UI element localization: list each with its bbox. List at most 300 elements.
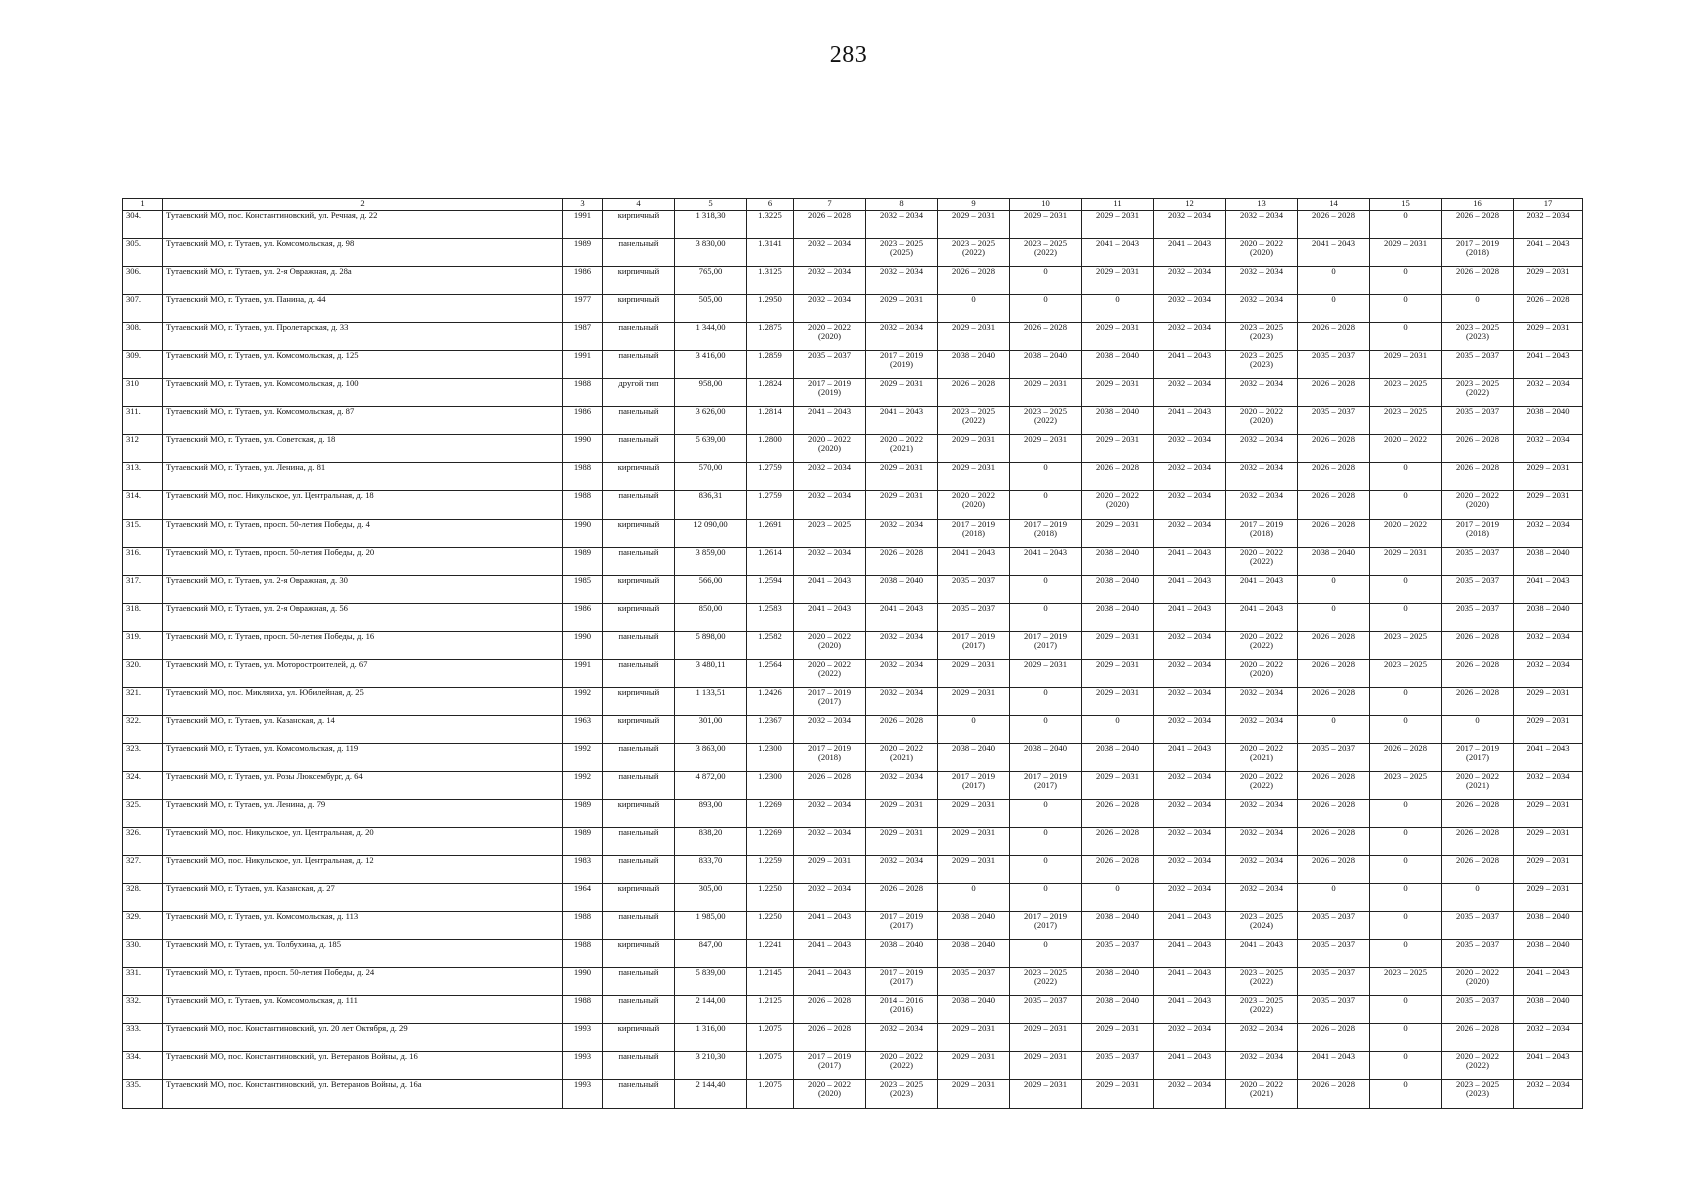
cell-period-15: 0 xyxy=(1370,856,1442,884)
cell-period-7: 2017 – 2019 (2019) xyxy=(794,379,866,407)
cell-address: Тутаевский МО, г. Тутаев, ул. Толбухина, д. 185 xyxy=(163,940,563,968)
cell-period-17: 2032 – 2034 xyxy=(1514,631,1583,659)
cell-period-13: 2017 – 2019 (2018) xyxy=(1226,519,1298,547)
cell-area: 836,31 xyxy=(675,491,747,519)
cell-wall-material: панельный xyxy=(603,771,675,799)
cell-period-16: 2017 – 2019 (2018) xyxy=(1442,519,1514,547)
cell-row-number: 325. xyxy=(123,799,163,827)
cell-wall-material: кирпичный xyxy=(603,687,675,715)
cell-row-number: 311. xyxy=(123,407,163,435)
cell-period-11: 2038 – 2040 xyxy=(1082,912,1154,940)
cell-period-8: 2038 – 2040 xyxy=(866,940,938,968)
cell-period-8: 2029 – 2031 xyxy=(866,491,938,519)
cell-period-16: 2023 – 2025 (2022) xyxy=(1442,379,1514,407)
cell-period-17: 2041 – 2043 xyxy=(1514,968,1583,996)
cell-period-16: 2026 – 2028 xyxy=(1442,687,1514,715)
cell-period-17: 2032 – 2034 xyxy=(1514,771,1583,799)
cell-period-9: 2017 – 2019 (2017) xyxy=(938,771,1010,799)
cell-coefficient: 1.2075 xyxy=(747,1052,794,1080)
cell-row-number: 306. xyxy=(123,267,163,295)
cell-period-12: 2032 – 2034 xyxy=(1154,884,1226,912)
cell-period-8: 2023 – 2025 (2025) xyxy=(866,239,938,267)
cell-wall-material: панельный xyxy=(603,547,675,575)
cell-period-7: 2032 – 2034 xyxy=(794,547,866,575)
cell-period-13: 2020 – 2022 (2022) xyxy=(1226,771,1298,799)
cell-period-12: 2032 – 2034 xyxy=(1154,463,1226,491)
cell-year-built: 1988 xyxy=(563,491,603,519)
cell-period-17: 2032 – 2034 xyxy=(1514,379,1583,407)
cell-period-14: 2026 – 2028 xyxy=(1298,659,1370,687)
cell-period-17: 2041 – 2043 xyxy=(1514,575,1583,603)
cell-period-9: 2029 – 2031 xyxy=(938,463,1010,491)
table-row xyxy=(123,659,1583,687)
cell-address: Тутаевский МО, пос. Микляиха, ул. Юбилейная, д. 25 xyxy=(163,687,563,715)
cell-wall-material: панельный xyxy=(603,407,675,435)
cell-period-13: 2032 – 2034 xyxy=(1226,211,1298,239)
cell-row-number: 308. xyxy=(123,323,163,351)
cell-period-17: 2038 – 2040 xyxy=(1514,940,1583,968)
cell-row-number: 319. xyxy=(123,631,163,659)
cell-period-7: 2020 – 2022 (2020) xyxy=(794,435,866,463)
cell-period-9: 2038 – 2040 xyxy=(938,351,1010,379)
cell-period-15: 0 xyxy=(1370,463,1442,491)
table-row xyxy=(123,211,1583,239)
cell-period-16: 2035 – 2037 xyxy=(1442,603,1514,631)
cell-period-16: 2023 – 2025 (2023) xyxy=(1442,323,1514,351)
cell-period-13: 2023 – 2025 (2022) xyxy=(1226,996,1298,1024)
cell-period-15: 0 xyxy=(1370,1052,1442,1080)
cell-period-14: 2041 – 2043 xyxy=(1298,1052,1370,1080)
cell-period-8: 2041 – 2043 xyxy=(866,603,938,631)
cell-period-7: 2020 – 2022 (2020) xyxy=(794,323,866,351)
cell-period-9: 2029 – 2031 xyxy=(938,211,1010,239)
cell-area: 5 898,00 xyxy=(675,631,747,659)
cell-period-9: 2026 – 2028 xyxy=(938,379,1010,407)
cell-period-11: 2038 – 2040 xyxy=(1082,351,1154,379)
table-row xyxy=(123,996,1583,1024)
cell-period-10: 0 xyxy=(1010,884,1082,912)
cell-coefficient: 1.2582 xyxy=(747,631,794,659)
cell-coefficient: 1.2859 xyxy=(747,351,794,379)
cell-period-11: 2026 – 2028 xyxy=(1082,799,1154,827)
cell-coefficient: 1.3141 xyxy=(747,239,794,267)
cell-year-built: 1988 xyxy=(563,996,603,1024)
cell-period-13: 2020 – 2022 (2022) xyxy=(1226,631,1298,659)
cell-address: Тутаевский МО, пос. Никульское, ул. Центральная, д. 12 xyxy=(163,856,563,884)
cell-coefficient: 1.2875 xyxy=(747,323,794,351)
cell-period-13: 2032 – 2034 xyxy=(1226,1052,1298,1080)
cell-period-13: 2041 – 2043 xyxy=(1226,575,1298,603)
cell-period-13: 2032 – 2034 xyxy=(1226,295,1298,323)
cell-period-11: 2029 – 2031 xyxy=(1082,631,1154,659)
cell-period-14: 0 xyxy=(1298,575,1370,603)
cell-period-12: 2032 – 2034 xyxy=(1154,687,1226,715)
cell-year-built: 1987 xyxy=(563,323,603,351)
cell-coefficient: 1.3225 xyxy=(747,211,794,239)
cell-wall-material: панельный xyxy=(603,828,675,856)
cell-address: Тутаевский МО, пос. Константиновский, ул. Речная, д. 22 xyxy=(163,211,563,239)
cell-period-15: 2023 – 2025 xyxy=(1370,379,1442,407)
cell-coefficient: 1.2800 xyxy=(747,435,794,463)
cell-period-7: 2032 – 2034 xyxy=(794,884,866,912)
cell-period-14: 2026 – 2028 xyxy=(1298,828,1370,856)
cell-wall-material: кирпичный xyxy=(603,884,675,912)
cell-address: Тутаевский МО, г. Тутаев, ул. Комсомольская, д. 100 xyxy=(163,379,563,407)
cell-period-8: 2029 – 2031 xyxy=(866,295,938,323)
cell-period-14: 2026 – 2028 xyxy=(1298,1080,1370,1108)
cell-period-7: 2032 – 2034 xyxy=(794,239,866,267)
cell-period-9: 2029 – 2031 xyxy=(938,828,1010,856)
cell-period-12: 2041 – 2043 xyxy=(1154,940,1226,968)
cell-address: Тутаевский МО, г. Тутаев, просп. 50-летия Победы, д. 4 xyxy=(163,519,563,547)
cell-period-13: 2020 – 2022 (2022) xyxy=(1226,547,1298,575)
cell-period-10: 2017 – 2019 (2017) xyxy=(1010,631,1082,659)
cell-period-14: 2041 – 2043 xyxy=(1298,239,1370,267)
cell-period-10: 2026 – 2028 xyxy=(1010,323,1082,351)
cell-period-13: 2032 – 2034 xyxy=(1226,267,1298,295)
cell-wall-material: кирпичный xyxy=(603,295,675,323)
cell-year-built: 1989 xyxy=(563,828,603,856)
cell-period-9: 2017 – 2019 (2017) xyxy=(938,631,1010,659)
cell-area: 958,00 xyxy=(675,379,747,407)
cell-period-8: 2029 – 2031 xyxy=(866,379,938,407)
cell-wall-material: панельный xyxy=(603,323,675,351)
cell-period-13: 2041 – 2043 xyxy=(1226,603,1298,631)
cell-period-13: 2032 – 2034 xyxy=(1226,1024,1298,1052)
cell-period-16: 2026 – 2028 xyxy=(1442,463,1514,491)
cell-period-14: 2026 – 2028 xyxy=(1298,379,1370,407)
cell-period-11: 2029 – 2031 xyxy=(1082,435,1154,463)
cell-period-9: 0 xyxy=(938,715,1010,743)
cell-period-8: 2032 – 2034 xyxy=(866,267,938,295)
cell-wall-material: панельный xyxy=(603,912,675,940)
cell-period-17: 2032 – 2034 xyxy=(1514,211,1583,239)
cell-coefficient: 1.2564 xyxy=(747,659,794,687)
cell-period-11: 0 xyxy=(1082,295,1154,323)
cell-period-10: 2017 – 2019 (2017) xyxy=(1010,771,1082,799)
cell-address: Тутаевский МО, г. Тутаев, ул. 2-я Овражная, д. 30 xyxy=(163,575,563,603)
cell-period-12: 2041 – 2043 xyxy=(1154,968,1226,996)
cell-period-9: 2029 – 2031 xyxy=(938,687,1010,715)
cell-period-7: 2041 – 2043 xyxy=(794,407,866,435)
column-number-4: 4 xyxy=(603,199,675,211)
cell-period-17: 2032 – 2034 xyxy=(1514,659,1583,687)
cell-period-7: 2041 – 2043 xyxy=(794,968,866,996)
cell-row-number: 329. xyxy=(123,912,163,940)
cell-period-13: 2023 – 2025 (2024) xyxy=(1226,912,1298,940)
cell-period-14: 2026 – 2028 xyxy=(1298,463,1370,491)
cell-period-12: 2032 – 2034 xyxy=(1154,267,1226,295)
table-row xyxy=(123,631,1583,659)
cell-period-10: 2029 – 2031 xyxy=(1010,379,1082,407)
cell-coefficient: 1.2075 xyxy=(747,1080,794,1108)
cell-address: Тутаевский МО, г. Тутаев, ул. Ленина, д. 79 xyxy=(163,799,563,827)
cell-period-8: 2017 – 2019 (2017) xyxy=(866,912,938,940)
cell-period-8: 2020 – 2022 (2021) xyxy=(866,743,938,771)
cell-period-14: 0 xyxy=(1298,295,1370,323)
cell-period-9: 2029 – 2031 xyxy=(938,435,1010,463)
cell-period-8: 2032 – 2034 xyxy=(866,211,938,239)
cell-year-built: 1990 xyxy=(563,435,603,463)
cell-area: 893,00 xyxy=(675,799,747,827)
cell-period-14: 2035 – 2037 xyxy=(1298,351,1370,379)
cell-period-15: 0 xyxy=(1370,267,1442,295)
cell-period-14: 2026 – 2028 xyxy=(1298,856,1370,884)
cell-coefficient: 1.2759 xyxy=(747,463,794,491)
cell-coefficient: 1.2367 xyxy=(747,715,794,743)
table-row xyxy=(123,379,1583,407)
cell-period-13: 2032 – 2034 xyxy=(1226,799,1298,827)
column-number-8: 8 xyxy=(866,199,938,211)
cell-area: 301,00 xyxy=(675,715,747,743)
cell-area: 505,00 xyxy=(675,295,747,323)
cell-address: Тутаевский МО, г. Тутаев, просп. 50-летия Победы, д. 24 xyxy=(163,968,563,996)
cell-period-8: 2032 – 2034 xyxy=(866,323,938,351)
cell-area: 833,70 xyxy=(675,856,747,884)
cell-wall-material: кирпичный xyxy=(603,267,675,295)
cell-period-10: 2029 – 2031 xyxy=(1010,659,1082,687)
cell-period-13: 2032 – 2034 xyxy=(1226,715,1298,743)
cell-period-10: 2017 – 2019 (2018) xyxy=(1010,519,1082,547)
cell-row-number: 327. xyxy=(123,856,163,884)
cell-period-9: 2038 – 2040 xyxy=(938,743,1010,771)
cell-row-number: 326. xyxy=(123,828,163,856)
cell-area: 305,00 xyxy=(675,884,747,912)
cell-period-12: 2032 – 2034 xyxy=(1154,491,1226,519)
cell-period-13: 2020 – 2022 (2021) xyxy=(1226,1080,1298,1108)
cell-period-13: 2020 – 2022 (2020) xyxy=(1226,407,1298,435)
cell-year-built: 1977 xyxy=(563,295,603,323)
cell-period-14: 2035 – 2037 xyxy=(1298,407,1370,435)
cell-year-built: 1964 xyxy=(563,884,603,912)
cell-period-11: 2029 – 2031 xyxy=(1082,771,1154,799)
cell-year-built: 1989 xyxy=(563,799,603,827)
cell-area: 847,00 xyxy=(675,940,747,968)
cell-period-11: 2026 – 2028 xyxy=(1082,463,1154,491)
cell-period-9: 2035 – 2037 xyxy=(938,968,1010,996)
cell-area: 850,00 xyxy=(675,603,747,631)
cell-period-12: 2032 – 2034 xyxy=(1154,435,1226,463)
cell-period-8: 2026 – 2028 xyxy=(866,715,938,743)
cell-period-17: 2029 – 2031 xyxy=(1514,828,1583,856)
cell-period-7: 2032 – 2034 xyxy=(794,463,866,491)
cell-coefficient: 1.2250 xyxy=(747,912,794,940)
cell-address: Тутаевский МО, г. Тутаев, ул. 2-я Овражная, д. 28а xyxy=(163,267,563,295)
cell-address: Тутаевский МО, пос. Константиновский, ул. 20 лет Октября, д. 29 xyxy=(163,1024,563,1052)
cell-wall-material: кирпичный xyxy=(603,519,675,547)
cell-period-8: 2023 – 2025 (2023) xyxy=(866,1080,938,1108)
cell-row-number: 324. xyxy=(123,771,163,799)
cell-wall-material: кирпичный xyxy=(603,1024,675,1052)
cell-address: Тутаевский МО, г. Тутаев, ул. Моторостроителей, д. 67 xyxy=(163,659,563,687)
cell-wall-material: панельный xyxy=(603,743,675,771)
cell-coefficient: 1.2145 xyxy=(747,968,794,996)
cell-period-13: 2020 – 2022 (2020) xyxy=(1226,239,1298,267)
cell-period-14: 2026 – 2028 xyxy=(1298,799,1370,827)
cell-period-10: 2023 – 2025 (2022) xyxy=(1010,239,1082,267)
cell-period-12: 2041 – 2043 xyxy=(1154,996,1226,1024)
cell-year-built: 1988 xyxy=(563,379,603,407)
cell-period-14: 0 xyxy=(1298,603,1370,631)
cell-period-10: 2023 – 2025 (2022) xyxy=(1010,407,1082,435)
cell-wall-material: панельный xyxy=(603,996,675,1024)
cell-area: 12 090,00 xyxy=(675,519,747,547)
cell-period-14: 2026 – 2028 xyxy=(1298,519,1370,547)
cell-row-number: 310 xyxy=(123,379,163,407)
table-row xyxy=(123,239,1583,267)
cell-period-16: 2020 – 2022 (2020) xyxy=(1442,968,1514,996)
cell-period-15: 0 xyxy=(1370,687,1442,715)
cell-period-11: 2029 – 2031 xyxy=(1082,659,1154,687)
cell-year-built: 1992 xyxy=(563,687,603,715)
cell-period-17: 2029 – 2031 xyxy=(1514,323,1583,351)
cell-period-10: 2023 – 2025 (2022) xyxy=(1010,968,1082,996)
cell-period-15: 2029 – 2031 xyxy=(1370,239,1442,267)
cell-period-8: 2041 – 2043 xyxy=(866,407,938,435)
cell-period-15: 0 xyxy=(1370,323,1442,351)
cell-period-10: 0 xyxy=(1010,267,1082,295)
cell-period-7: 2017 – 2019 (2017) xyxy=(794,687,866,715)
table-row xyxy=(123,715,1583,743)
cell-period-16: 2020 – 2022 (2020) xyxy=(1442,491,1514,519)
cell-period-12: 2032 – 2034 xyxy=(1154,295,1226,323)
cell-address: Тутаевский МО, г. Тутаев, ул. Ленина, д. 81 xyxy=(163,463,563,491)
cell-period-15: 2023 – 2025 xyxy=(1370,771,1442,799)
cell-period-16: 2017 – 2019 (2018) xyxy=(1442,239,1514,267)
cell-period-15: 2029 – 2031 xyxy=(1370,547,1442,575)
table-row xyxy=(123,463,1583,491)
cell-period-14: 2035 – 2037 xyxy=(1298,968,1370,996)
cell-period-12: 2041 – 2043 xyxy=(1154,1052,1226,1080)
page-number: 283 xyxy=(829,42,868,68)
cell-period-9: 2038 – 2040 xyxy=(938,940,1010,968)
cell-period-11: 2029 – 2031 xyxy=(1082,1024,1154,1052)
cell-period-7: 2029 – 2031 xyxy=(794,856,866,884)
cell-wall-material: кирпичный xyxy=(603,463,675,491)
cell-period-13: 2032 – 2034 xyxy=(1226,884,1298,912)
cell-period-11: 2038 – 2040 xyxy=(1082,968,1154,996)
cell-period-16: 2026 – 2028 xyxy=(1442,856,1514,884)
cell-period-17: 2038 – 2040 xyxy=(1514,603,1583,631)
cell-period-8: 2032 – 2034 xyxy=(866,659,938,687)
cell-row-number: 313. xyxy=(123,463,163,491)
cell-period-14: 2026 – 2028 xyxy=(1298,771,1370,799)
cell-period-8: 2032 – 2034 xyxy=(866,1024,938,1052)
cell-period-15: 2026 – 2028 xyxy=(1370,743,1442,771)
cell-area: 2 144,40 xyxy=(675,1080,747,1108)
cell-period-17: 2041 – 2043 xyxy=(1514,351,1583,379)
cell-period-9: 2029 – 2031 xyxy=(938,323,1010,351)
cell-period-12: 2032 – 2034 xyxy=(1154,828,1226,856)
cell-period-9: 2035 – 2037 xyxy=(938,575,1010,603)
cell-period-8: 2029 – 2031 xyxy=(866,828,938,856)
cell-period-10: 0 xyxy=(1010,491,1082,519)
cell-period-15: 0 xyxy=(1370,996,1442,1024)
cell-area: 3 416,00 xyxy=(675,351,747,379)
cell-period-7: 2026 – 2028 xyxy=(794,211,866,239)
cell-period-17: 2032 – 2034 xyxy=(1514,435,1583,463)
table-row xyxy=(123,743,1583,771)
cell-period-10: 0 xyxy=(1010,603,1082,631)
cell-coefficient: 1.2950 xyxy=(747,295,794,323)
cell-wall-material: кирпичный xyxy=(603,603,675,631)
cell-period-15: 0 xyxy=(1370,828,1442,856)
cell-period-13: 2023 – 2025 (2023) xyxy=(1226,351,1298,379)
cell-period-11: 2038 – 2040 xyxy=(1082,407,1154,435)
cell-coefficient: 1.2691 xyxy=(747,519,794,547)
cell-address: Тутаевский МО, пос. Никульское, ул. Центральная, д. 18 xyxy=(163,491,563,519)
cell-year-built: 1990 xyxy=(563,519,603,547)
cell-year-built: 1983 xyxy=(563,856,603,884)
cell-period-12: 2041 – 2043 xyxy=(1154,239,1226,267)
table-row xyxy=(123,603,1583,631)
cell-period-9: 2026 – 2028 xyxy=(938,267,1010,295)
cell-period-15: 0 xyxy=(1370,884,1442,912)
cell-period-17: 2029 – 2031 xyxy=(1514,491,1583,519)
cell-period-13: 2032 – 2034 xyxy=(1226,491,1298,519)
cell-period-11: 2038 – 2040 xyxy=(1082,743,1154,771)
column-number-10: 10 xyxy=(1010,199,1082,211)
cell-period-16: 2023 – 2025 (2023) xyxy=(1442,1080,1514,1108)
cell-year-built: 1986 xyxy=(563,267,603,295)
column-number-16: 16 xyxy=(1442,199,1514,211)
cell-wall-material: панельный xyxy=(603,659,675,687)
cell-area: 3 626,00 xyxy=(675,407,747,435)
cell-period-10: 2041 – 2043 xyxy=(1010,547,1082,575)
cell-period-17: 2041 – 2043 xyxy=(1514,743,1583,771)
cell-period-14: 2026 – 2028 xyxy=(1298,1024,1370,1052)
cell-area: 3 859,00 xyxy=(675,547,747,575)
cell-period-7: 2026 – 2028 xyxy=(794,1024,866,1052)
cell-period-12: 2041 – 2043 xyxy=(1154,743,1226,771)
cell-period-7: 2017 – 2019 (2017) xyxy=(794,1052,866,1080)
cell-period-7: 2041 – 2043 xyxy=(794,912,866,940)
cell-period-15: 0 xyxy=(1370,295,1442,323)
cell-period-12: 2041 – 2043 xyxy=(1154,575,1226,603)
table-row xyxy=(123,828,1583,856)
cell-row-number: 320. xyxy=(123,659,163,687)
cell-period-8: 2032 – 2034 xyxy=(866,631,938,659)
cell-period-11: 2029 – 2031 xyxy=(1082,323,1154,351)
cell-period-16: 2020 – 2022 (2021) xyxy=(1442,771,1514,799)
cell-period-16: 2026 – 2028 xyxy=(1442,631,1514,659)
cell-row-number: 312 xyxy=(123,435,163,463)
column-number-17: 17 xyxy=(1514,199,1583,211)
cell-period-17: 2029 – 2031 xyxy=(1514,463,1583,491)
cell-period-9: 2017 – 2019 (2018) xyxy=(938,519,1010,547)
cell-period-14: 2026 – 2028 xyxy=(1298,631,1370,659)
cell-row-number: 307. xyxy=(123,295,163,323)
column-number-14: 14 xyxy=(1298,199,1370,211)
cell-period-15: 0 xyxy=(1370,1024,1442,1052)
table-row xyxy=(123,771,1583,799)
cell-period-15: 0 xyxy=(1370,715,1442,743)
cell-year-built: 1963 xyxy=(563,715,603,743)
cell-period-17: 2029 – 2031 xyxy=(1514,799,1583,827)
cell-period-17: 2029 – 2031 xyxy=(1514,687,1583,715)
cell-period-16: 2035 – 2037 xyxy=(1442,940,1514,968)
table-row xyxy=(123,912,1583,940)
cell-period-15: 2020 – 2022 xyxy=(1370,519,1442,547)
cell-wall-material: кирпичный xyxy=(603,575,675,603)
cell-period-9: 2029 – 2031 xyxy=(938,659,1010,687)
cell-period-15: 0 xyxy=(1370,575,1442,603)
cell-year-built: 1993 xyxy=(563,1080,603,1108)
cell-period-10: 0 xyxy=(1010,687,1082,715)
cell-period-9: 2029 – 2031 xyxy=(938,1080,1010,1108)
cell-period-12: 2032 – 2034 xyxy=(1154,1024,1226,1052)
cell-period-11: 2038 – 2040 xyxy=(1082,575,1154,603)
